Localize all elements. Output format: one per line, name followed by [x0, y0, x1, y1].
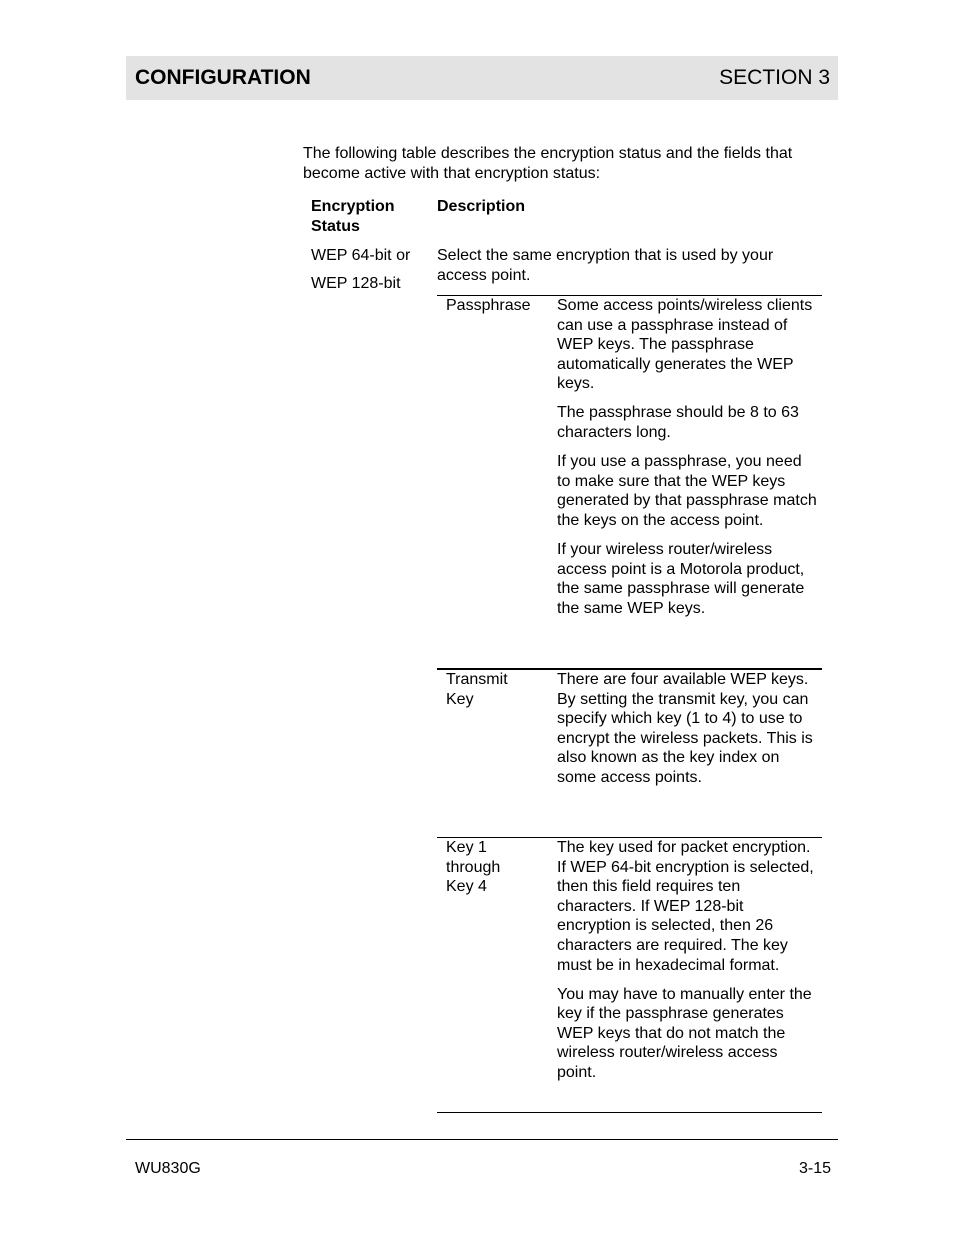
chapter-title: CONFIGURATION [135, 66, 311, 89]
paragraph: The key used for packet encryption. If WEP 64-bit encryption is selected, then this field requires ten characters. If WEP 128-bit encryption is selected, then 26 characters are required. The key must be in hexadecimal format. [557, 839, 814, 974]
status-wep-64: WEP 64-bit or [311, 247, 411, 264]
footer-model: WU830G [135, 1160, 201, 1177]
field-desc-transmit-key [557, 670, 817, 797]
paragraph: You may have to manually enter the key if the passphrase generates WEP keys that do not match the wireless router/wireless access point. [557, 985, 812, 1082]
status-wep-128: WEP 128-bit [311, 275, 401, 292]
field-name-passphrase: Passphrase [446, 297, 531, 314]
paragraph: If your wireless router/wireless access point is a Motorola product, the same passphrase will generate the same WEP keys. [557, 541, 805, 617]
paragraph: Some access points/wireless clients can use a passphrase instead of WEP keys. The passphrase automatically generates the WEP keys. [557, 297, 813, 393]
page-number: 3-15 [798, 1160, 831, 1177]
paragraph: There are four available WEP keys. By setting the transmit key, you can specify which key (1 to 4) to use to encrypt the wireless packets. This is also known as the key index on some access points. [557, 671, 813, 786]
field-name-transmit-key: Transmit Key [446, 671, 508, 708]
col-header-description: Description [437, 198, 526, 215]
paragraph: The passphrase should be 8 to 63 characters long. [557, 404, 799, 442]
intro-paragraph: The following table describes the encryption status and the fields that become active with that encryption status: [303, 145, 793, 182]
table-bottom-rule [437, 1112, 822, 1113]
section-number: SECTION 3 [719, 66, 830, 89]
field-name-keys: Key 1 through Key 4 [446, 839, 501, 896]
status-description: Select the same encryption that is used by your access point. [437, 247, 774, 284]
paragraph: If you use a passphrase, you need to make sure that the WEP keys generated by that passphrase match the keys on the access point. [557, 453, 817, 529]
section-header [126, 56, 838, 100]
field-desc-keys [557, 838, 817, 1092]
field-desc-passphrase [557, 296, 817, 628]
footer-rule [126, 1139, 838, 1140]
col-header-encryption: Encryption Status [311, 198, 395, 235]
